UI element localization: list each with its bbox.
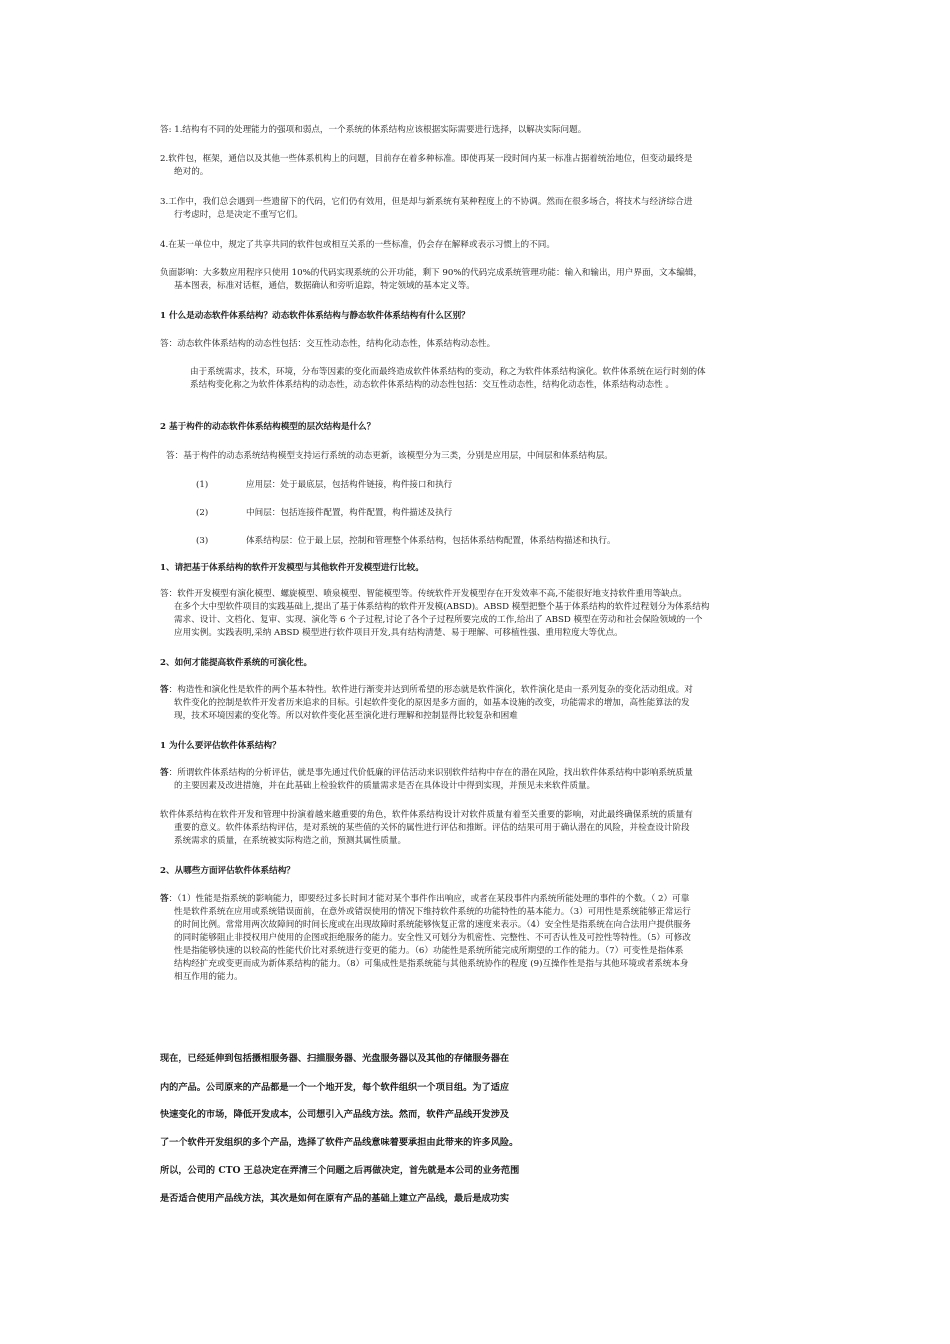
layer-number: (2) [196, 508, 209, 518]
answer-paragraph [160, 893, 691, 984]
text-line: 体系结构层：位于最上层，控制和管理整个体系结构，包括体系结构配置，体系结构描述和执行。 [246, 536, 616, 546]
case-line [160, 1192, 509, 1205]
heading-text: 1 什么是动态软件体系结构？动态软件体系结构与静态软件体系结构有什么区别？ [160, 311, 470, 321]
heading-text: 1 为什么要评估软件体系结构？ [160, 741, 281, 751]
text-line: 软件体系结构在软件开发和管理中扮演着越来越重要的角色，软件体系结构设计对软件质量有着至关重要的影响，对此最终确保系统的质量有 [160, 810, 693, 820]
text-line: 现在，已经延伸到包括摄相服务器、扫描服务器、光盘服务器以及其他的存储服务器在 [160, 1053, 510, 1064]
answer-paragraph [160, 684, 693, 723]
text-line: 应用层：处于最底层，包括构件链接，构件接口和执行 [246, 480, 453, 490]
text-span: ：（1）性能是指系统的影响能力，即要经过多长时间才能对某个事件作出响应，或者在某段事件内系统所能处理的事件的个数。（ 2）可靠 [168, 894, 690, 904]
text-line: 在多个大中型软件项目的实践基础上,提出了基于体系结构的软件开发模(ABSD)。ABSD 模型把整个基于体系结构的软件过程划分为体系结构 [174, 602, 710, 612]
case-line [160, 1081, 509, 1094]
text-line: 是否适合使用产品线方法，其次是如何在原有产品的基础上建立产品线，最后是成功实 [160, 1193, 510, 1204]
text-span: ：构造性和演化性是软件的两个基本特性。软件进行渐变并达到所希望的形态就是软件演化，软件演化是由一系列复杂的变化活动组成。对 [168, 685, 693, 695]
negative-impact-paragraph [160, 267, 702, 293]
answer-label: 答 [160, 894, 169, 904]
layer-number: (1) [196, 480, 209, 490]
text-line: 中间层：包括连接件配置，构件配置，构件描述及执行 [246, 508, 453, 518]
heading-text: 1、请把基于体系结构的软件开发模型与其他软件开发模型进行比较。 [160, 563, 424, 573]
text-line: 4.在某一单位中，规定了共享共同的软件包或相互关系的一些标准，仍会存在解释或表示习惯上的不同。 [160, 240, 555, 250]
text-line: 绝对的。 [174, 167, 209, 177]
answer-paragraph [166, 450, 613, 463]
text-line: 应用实例。实践表明,采纳 ABSD 模型进行软件项目开发,具有结构清楚、易于理解、可移植性强、重用粒度大等优点。 [174, 628, 623, 638]
text-line: 系统需求的质量，在系统被实际构造之前，预测其属性质量。 [174, 836, 407, 846]
text-line: 答：软件开发模型有演化模型、螺旋模型、喷泉模型、智能模型等。传统软件开发模型存在开发效率不高,不能很好地支持软件重用等缺点。 [160, 589, 687, 599]
text-line: 系结构变化称之为软件体系结构的动态性，动态软件体系结构的动态性包括：交互性动态性，结构化动态性，体系结构动态性 。 [190, 380, 674, 390]
text-span: ：所谓软件体系结构的分析评估，就是事先通过代价低廉的评估活动来识别软件结构中存在的潜在风险，找出软件体系结构中影响系统质量 [168, 768, 693, 778]
heading-text: 2、如何才能提高软件系统的可演化性。 [160, 658, 313, 668]
answer-paragraph [160, 767, 693, 793]
layer-item-text [246, 507, 452, 520]
point-3-paragraph [160, 196, 692, 222]
question-heading [160, 657, 312, 670]
heading-text: 2、从哪些方面评估软件体系结构？ [160, 866, 295, 876]
layer-item-text [246, 535, 616, 548]
text-line: 2.软件包，框架，通信以及其他一些体系机构上的问题，目前存在着多种标准。即使再某一段时间内某一标准占据着统治地位，但变动最终是 [160, 154, 693, 164]
layer-item [196, 507, 208, 520]
case-line [160, 1052, 509, 1065]
layer-number: (3) [196, 536, 209, 546]
answer-paragraph [160, 124, 586, 137]
layer-item [196, 535, 208, 548]
text-line: 内的产品。公司原来的产品都是一个一个地开发，每个软件组织一个项目组。为了适应 [160, 1082, 510, 1093]
layer-item [196, 479, 208, 492]
answer-paragraph [160, 338, 495, 351]
text-line: 需求、设计、文档化、复审、实现、演化等 6 个子过程,讨论了各个子过程所要完成的工作,给出了 ABSD 模型在劳动和社会保险领域的一个 [174, 615, 703, 625]
text-line: 重要的意义。软件体系结构评估，是对系统的某些值的关怀的属性进行评估和推断。评估的结果可用于确认潜在的风险，并检查设计阶段 [174, 823, 690, 833]
text-line: 了一个软件开发组织的多个产品，选择了软件产品线意味着要承担由此带来的许多风险。 [160, 1137, 519, 1148]
text-line: 所以，公司的 CTO 王总决定在弄清三个问题之后再做决定，首先就是本公司的业务范围 [160, 1165, 520, 1176]
text-line: 相互作用的能力。 [174, 972, 243, 982]
answer-paragraph [160, 588, 709, 640]
text-line: 结构经扩充或变更而成为新体系结构的能力。（8）可集成性是指系统能与其他系统协作的程度 (9)互操作性是指与其他环境或者系统本身 [174, 959, 689, 969]
text-line: 性是指能够快速的以较高的性能代价比对系统进行变更的能力。（6）功能性是系统所能完成所期望的工作的能力。（7）可变性是指体系 [174, 946, 684, 956]
text-line: 性是软件系统在应用或系统错误面前，在意外或错误使用的情况下维持软件系统的功能特性的基本能力。（3）可用性是系统能够正常运行 [174, 907, 691, 917]
answer-label: 答 [160, 685, 169, 695]
question-heading [160, 310, 470, 323]
text-line: 3.工作中，我们总会遇到一些遗留下的代码，它们仍有效用，但是却与新系统有某种程度上的不协调。然而在很多场合，将技术与经济综合进 [160, 197, 693, 207]
text-line: 答: 1.结构有不同的处理能力的强项和弱点，一个系统的体系结构应该根据实际需要进行选择，以解决实际问题。 [160, 125, 587, 135]
text-line: 现，技术环境因素的变化等。所以对软件变化甚至演化进行理解和控制显得比较复杂和困难 [174, 711, 518, 721]
text-line: 基本图表，标准对话框，通信，数据确认和旁听追踪，特定领域的基本定义等。 [174, 281, 475, 291]
text-line: 负面影响：大多数应用程序只使用 10%的代码实现系统的公开功能，剩下 90%的代码完成系统管理功能：输入和输出，用户界面，文本编辑， [160, 268, 703, 278]
text-line [160, 767, 693, 780]
case-line [160, 1136, 518, 1149]
text-line [160, 684, 693, 697]
question-heading [160, 421, 375, 434]
answer-label: 答 [160, 768, 169, 778]
text-line: 的同时能够阻止非授权用户使用的企图或拒绝服务的能力。安全性又可划分为机密性、完整性、不可否认性及可控性等特性。（5）可修改 [174, 933, 691, 943]
heading-text: 2 基于构件的动态软件体系结构模型的层次结构是什么？ [160, 422, 376, 432]
text-line: 软件变化的控制是软件开发者历来追求的目标。引起软件变化的原因是多方面的，如基本设施的改变，功能需求的增加，高性能算法的发 [174, 698, 690, 708]
layer-item-text [246, 479, 452, 492]
text-line: 的时间比例。常常用两次故障间的时间长度或在出现故障时系统能够恢复正常的速度来表示。（4）安全性是指系统在向合法用户提供服务 [174, 920, 691, 930]
case-line [160, 1164, 519, 1177]
text-line: 的主要因素及改进措施，并在此基础上检验软件的质量需求是否在具体设计中得到实现，并预见未来软件质量。 [174, 781, 596, 791]
text-line: 快速变化的市场，降低开发成本，公司想引入产品线方法。然而，软件产品线开发涉及 [160, 1109, 510, 1120]
text-line: 行考虑时，总是决定不重写它们。 [174, 210, 303, 220]
point-4-paragraph [160, 239, 555, 252]
text-line: 答：基于构件的动态系统结构模型支持运行系统的动态更新，该模型分为三类，分别是应用层，中间层和体系结构层。 [166, 451, 613, 461]
answer-paragraph [190, 366, 706, 392]
question-heading [160, 865, 295, 878]
point-2-paragraph [160, 153, 692, 179]
question-heading [160, 562, 424, 575]
case-line [160, 1108, 509, 1121]
text-line [160, 893, 691, 906]
paragraph [160, 809, 693, 848]
text-line: 答：动态软件体系结构的动态性包括：交互性动态性，结构化动态性，体系结构动态性。 [160, 339, 496, 349]
question-heading [160, 740, 281, 753]
text-line: 由于系统需求，技术，环境，分布等因素的变化而最终造成软件体系结构的变动，称之为软件体系结构演化。软件体系统在运行时刻的体 [190, 367, 706, 377]
